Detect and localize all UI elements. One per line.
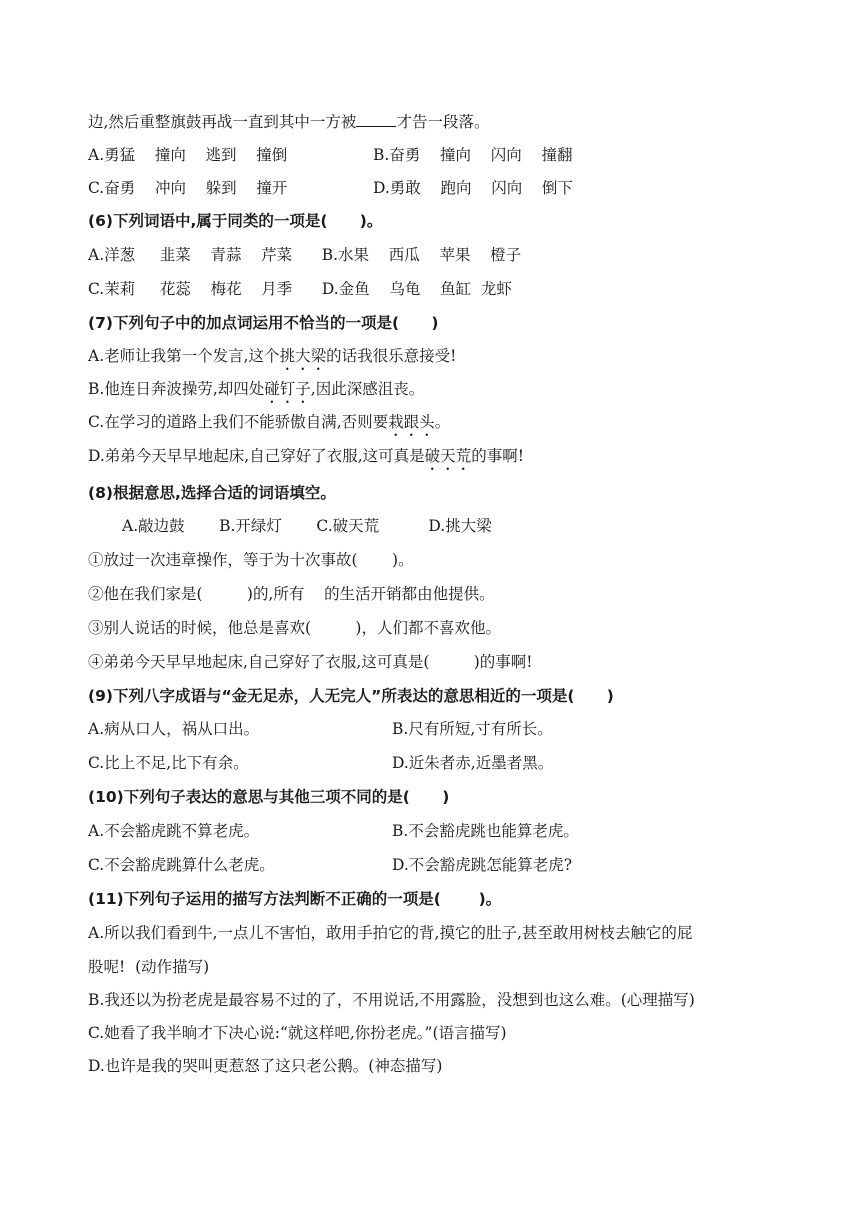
q11-option-d: D.也许是我的哭叫更惹怒了这只老公鹅。(神态描写) xyxy=(88,1057,443,1075)
q7-option-d: D.弟弟今天早早地起床,自己穿好了衣服,这可真是破天荒的事啊! xyxy=(88,447,524,465)
q8-item: ①放过一次违章操作，等于为十次事故( )。 xyxy=(88,551,414,569)
q8-item: ③别人说话的时候，他总是喜欢( )，人们都不喜欢他。 xyxy=(88,619,501,637)
q5-text-before: 边,然后重整旗鼓再战一直到其中一方被 xyxy=(88,113,357,131)
q10-title: (10)下列句子表达的意思与其他三项不同的是( ) xyxy=(88,788,450,806)
option-c: C.奋勇 冲向 躲到 撞开 xyxy=(88,179,288,197)
q6-title: (6)下列词语中,属于同类的一项是( )。 xyxy=(88,212,383,230)
option-d: D.近朱者赤,近墨者黑。 xyxy=(392,754,554,772)
q5-blank xyxy=(356,112,396,127)
dotted-word: 碰钉子 xyxy=(264,380,311,398)
dotted-word: 栽跟头 xyxy=(388,413,435,431)
q5-option-row xyxy=(88,145,573,165)
q5-option-row xyxy=(88,178,573,198)
q7-option-c: C.在学习的道路上我们不能骄傲自满,否则要栽跟头。 xyxy=(88,413,451,431)
option-a: A.病从口人，祸从口出。 xyxy=(88,720,260,738)
q11-option-a: A.所以我们看到牛,一点儿不害怕，敢用手拍它的背,摸它的肚子,甚至敢用树枝去触它的屁 xyxy=(88,924,693,942)
q8-item: ②他在我们家是( )的,所有 的生活开销都由他提供。 xyxy=(88,585,495,603)
option-b: B.尺有所短,寸有所长。 xyxy=(392,720,553,738)
q7-title: (7)下列句子中的加点词运用不恰当的一项是( ) xyxy=(88,314,439,332)
dotted-word: 挑大梁 xyxy=(279,347,327,365)
option-d: D.不会豁虎跳怎能算老虎? xyxy=(392,856,573,874)
q6-option-row: C.茉莉 花蕊 梅花 月季 D.金鱼 乌龟 鱼缸 龙虾 xyxy=(88,280,512,298)
q11-option-a-cont: 股呢! (动作描写) xyxy=(88,958,210,976)
q11-title: (11)下列句子运用的描写方法判断不正确的一项是( )。 xyxy=(88,890,502,908)
q5-continuation xyxy=(88,112,489,132)
q8-title: (8)根据意思,选择合适的词语填空。 xyxy=(88,484,336,502)
q7-option-a: A.老师让我第一个发言,这个挑大梁的话我很乐意接受! xyxy=(88,347,457,365)
option-b: B.奋勇 撞向 闪向 撞翻 xyxy=(373,146,573,164)
q7-option-b: B.他连日奔波操劳,却四处碰钉子,因此深感沮丧。 xyxy=(88,380,425,398)
q5-text-after: 才告一段落。 xyxy=(396,113,490,131)
q11-option-c: C.她看了我半晌才下决心说:“就这样吧,你扮老虎。”(语言描写) xyxy=(88,1024,507,1042)
q8-item: ④弟弟今天早早地起床,自己穿好了衣服,这可真是( )的事啊! xyxy=(88,653,533,671)
option-c: C.不会豁虎跳算什么老虎。 xyxy=(88,856,275,874)
option-a: A.不会豁虎跳不算老虎。 xyxy=(88,822,260,840)
q10-option-row xyxy=(88,821,579,841)
option-a: A.勇猛 撞向 逃到 撞倒 xyxy=(88,146,288,164)
option-c: C.比上不足,比下有余。 xyxy=(88,754,249,772)
option-d: D.勇敢 跑向 闪向 倒下 xyxy=(373,179,573,197)
dotted-word: 破天荒 xyxy=(424,447,472,465)
q10-option-row xyxy=(88,855,573,875)
q11-option-b: B.我还以为扮老虎是最容易不过的了，不用说话,不用露脸，没想到也这么难。(心理描写) xyxy=(88,991,695,1009)
q9-option-row xyxy=(88,753,554,773)
option-b: B.不会豁虎跳也能算老虎。 xyxy=(392,822,579,840)
q6-option-row: A.洋葱 韭菜 青蒜 芹菜 B.水果 西瓜 苹果 橙子 xyxy=(88,246,522,264)
q9-title: (9)下列八字成语与“金无足赤，人无完人”所表达的意思相近的一项是( ) xyxy=(88,687,614,705)
q9-option-row xyxy=(88,719,553,739)
q8-choices: A.敲边鼓 B.开绿灯 C.破天荒 D.挑大梁 xyxy=(122,517,492,535)
